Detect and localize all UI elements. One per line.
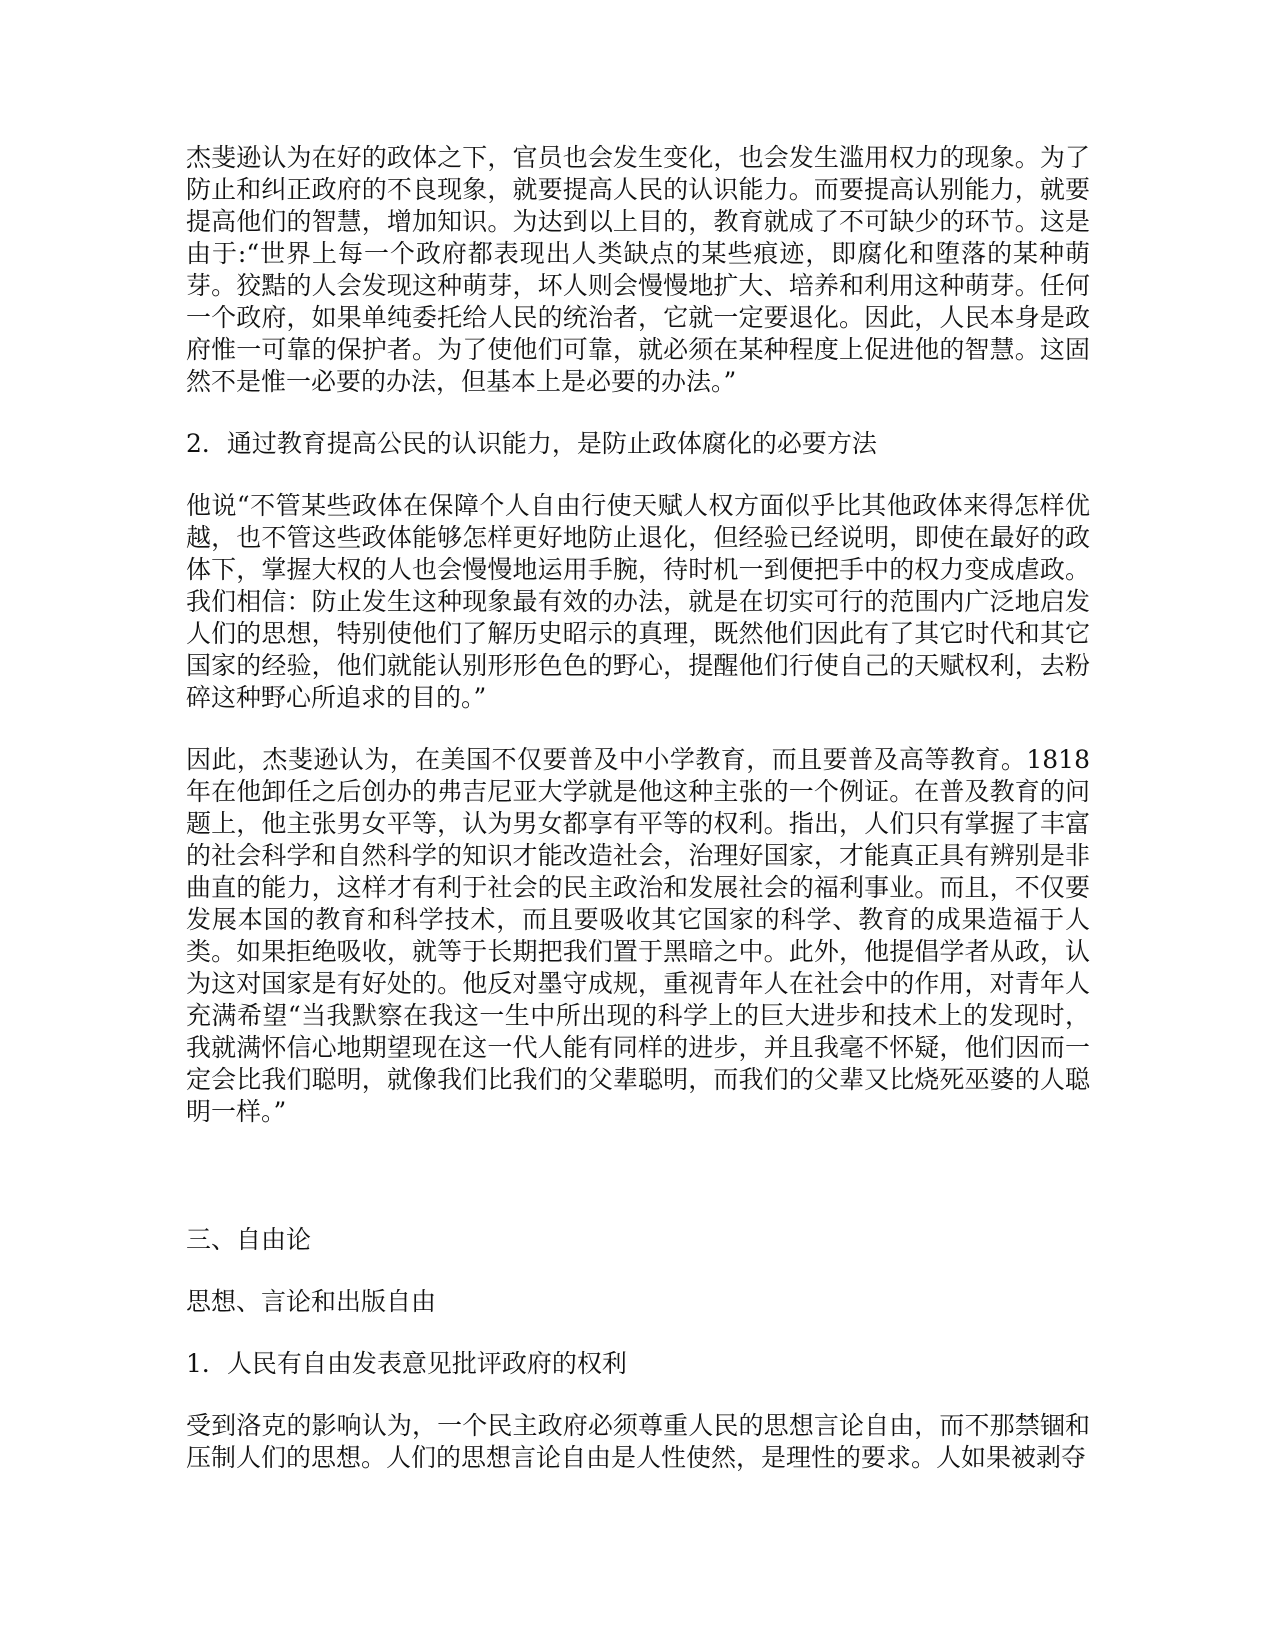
document-body: [186, 142, 1090, 1474]
paragraph-locke-influence: 受到洛克的影响认为，一个民主政府必须尊重人民的思想言论自由，而不那禁锢和压制人们的思想。人们的思想言论自由是人性使然，是理性的要求。人如果被剥夺: [186, 1411, 1090, 1472]
paragraph-higher-education: 因此，杰斐逊认为，在美国不仅要普及中小学教育，而且要普及高等教育。1818年在他卸任之后创办的弗吉尼亚大学就是他这种主张的一个例证。在普及教育的问题上，他主张男女平等，认为男女都享有平等的权利。指出，人们只有掌握了丰富的社会科学和自然科学的知识才能改造社会，治理好国家，才能真正具有辨别是非曲直的能力，这样才有利于社会的民主政治和发展社会的福利事业。而且，不仅要发展本国的教育和科学技术，而且要吸收其它国家的科学、教育的成果造福于人类。如果拒绝吸收，就等于长期把我们置于黑暗之中。此外，他提倡学者从政，认为这对国家是有好处的。他反对墨守成规，重视青年人在社会中的作用，对青年人充满希望“当我默察在我这一生中所出现的科学上的巨大进步和技术上的发现时，我就满怀信心地期望现在这一代人能有同样的进步，并且我毫不怀疑，他们因而一定会比我们聪明，就像我们比我们的父辈聪明，而我们的父辈又比烧死巫婆的人聪明一样。”: [186, 745, 1090, 1126]
subheading-criticize-government: 1．人民有自由发表意见批评政府的权利: [186, 1349, 627, 1378]
section-heading-freedom: 三、自由论: [186, 1225, 312, 1254]
subsection-heading-speech: 思想、言论和出版自由: [186, 1287, 437, 1316]
paragraph-education-purpose: 杰斐逊认为在好的政体之下，官员也会发生变化，也会发生滥用权力的现象。为了防止和纠正政府的不良现象，就要提高人民的认识能力。而要提高认别能力，就要提高他们的智慧，增加知识。为达到以上目的，教育就成了不可缺少的环节。这是由于:“世界上每一个政府都表现出人类缺点的某些痕迹，即腐化和堕落的某种萌芽。狡黠的人会发现这种萌芽，坏人则会慢慢地扩大、培养和利用这种萌芽。任何一个政府，如果单纯委托给人民的统治者，它就一定要退化。因此，人民本身是政府惟一可靠的保护者。为了使他们可靠，就必须在某种程度上促进他的智慧。这固然不是惟一必要的办法，但基本上是必要的办法。”: [186, 143, 1090, 396]
paragraph-quote-experience: 他说“不管某些政体在保障个人自由行使天赋人权方面似乎比其他政体来得怎样优越，也不管这些政体能够怎样更好地防止退化，但经验已经说明，即使在最好的政体下，掌握大权的人也会慢慢地运用手腕，待时机一到便把手中的权力变成虐政。我们相信：防止发生这种现象最有效的办法，就是在切实可行的范围内广泛地启发人们的思想，特别使他们了解历史昭示的真理，既然他们因此有了其它时代和其它国家的经验，他们就能认别形形色色的野心，提醒他们行使自己的天赋权利，去粉碎这种野心所追求的目的。”: [186, 491, 1090, 712]
subheading-education-method: 2．通过教育提高公民的认识能力，是防止政体腐化的必要方法: [186, 429, 877, 458]
